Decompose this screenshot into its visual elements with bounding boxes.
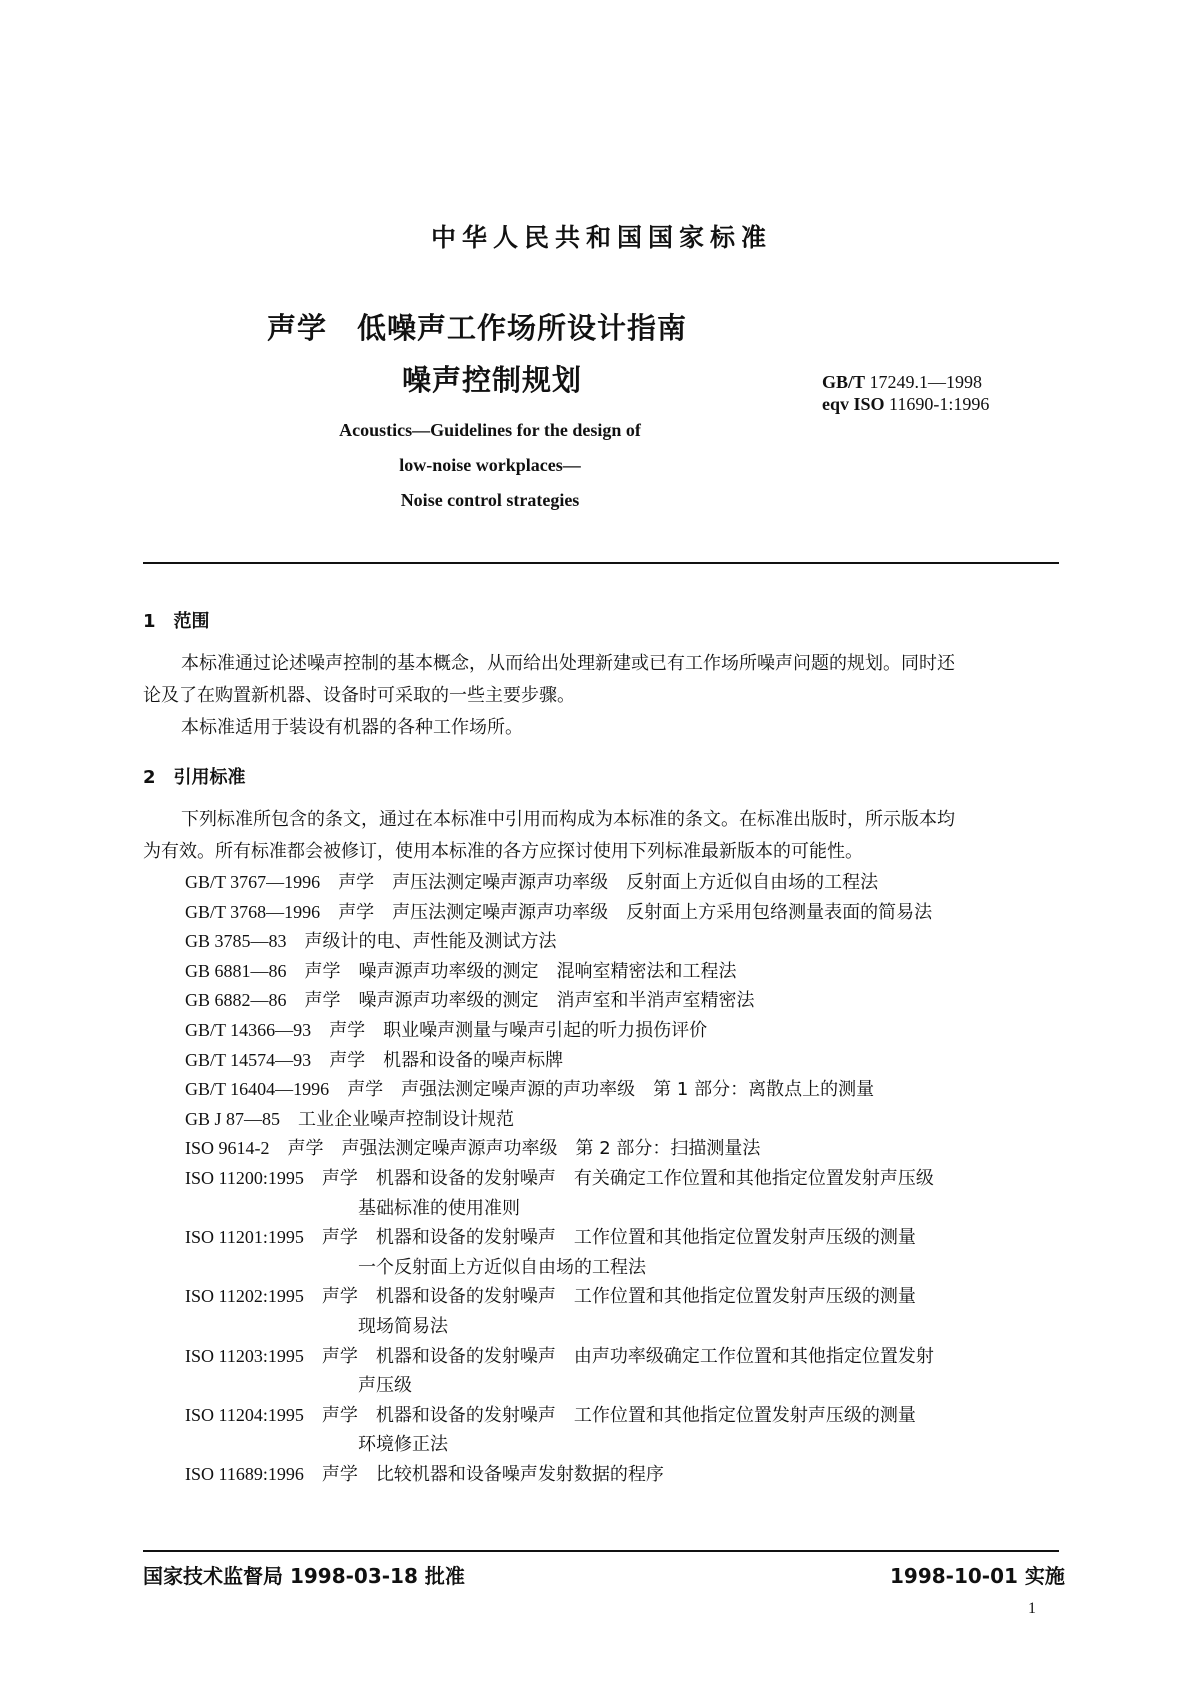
reference-title: 声学 声强法测定噪声源的声功率级 第 1 部分：离散点上的测量 bbox=[347, 1079, 875, 1101]
reference-code: GB/T 14574—93 bbox=[185, 1049, 312, 1070]
page-number: 1 bbox=[1028, 1600, 1036, 1617]
reference-gap bbox=[304, 1168, 322, 1189]
reference-code: GB/T 16404—1996 bbox=[185, 1079, 330, 1100]
standard-number-prefix: GB/T bbox=[822, 372, 866, 392]
reference-title: 声学 声压法测定噪声源声功率级 反射面上方采用包络测量表面的简易法 bbox=[338, 901, 933, 923]
reference-title-continuation: 一个反射面上方近似自由场的工程法 bbox=[358, 1256, 646, 1278]
english-title-line-1: Acoustics—Guidelines for the design of bbox=[339, 420, 641, 440]
reference-title-continuation: 基础标准的使用准则 bbox=[358, 1197, 520, 1219]
reference-item bbox=[185, 1046, 563, 1072]
scope-paragraph-line: 本标准通过论述噪声控制的基本概念，从而给出处理新建或已有工作场所噪声问题的规划。同时还 bbox=[181, 653, 955, 674]
reference-title: 声学 声强法测定噪声源声功率级 第 2 部分：扫描测量法 bbox=[287, 1138, 761, 1160]
equivalent-standard-value: 11690-1:1996 bbox=[889, 394, 990, 414]
reference-gap bbox=[304, 1464, 322, 1485]
reference-item bbox=[185, 1282, 916, 1308]
reference-title: 声级计的电、声性能及测试方法 bbox=[304, 931, 557, 953]
reference-code: GB 6882—86 bbox=[185, 990, 287, 1011]
reference-item bbox=[185, 1075, 874, 1101]
reference-item bbox=[185, 1016, 707, 1042]
reference-title-continuation: 环境修正法 bbox=[358, 1434, 448, 1456]
reference-code: GB/T 3768—1996 bbox=[185, 901, 321, 922]
reference-title: 声学 机器和设备的发射噪声 工作位置和其他指定位置发射声压级的测量 bbox=[321, 1227, 916, 1249]
normative-paragraph-line: 为有效。所有标准都会被修订，使用本标准的各方应探讨使用下列标准最新版本的可能性。 bbox=[143, 841, 863, 862]
reference-gap bbox=[287, 961, 305, 982]
reference-title: 声学 比较机器和设备噪声发射数据的程序 bbox=[321, 1464, 664, 1485]
reference-gap bbox=[311, 1020, 329, 1041]
reference-code: GB/T 3767—1996 bbox=[185, 872, 321, 892]
reference-title: 声学 机器和设备的噪声标牌 bbox=[329, 1049, 564, 1071]
reference-gap bbox=[287, 990, 305, 1011]
reference-title: 声学 机器和设备的发射噪声 由声功率级确定工作位置和其他指定位置发射 bbox=[321, 1345, 934, 1367]
section-heading-normative-references: 2 引用标准 bbox=[143, 767, 246, 788]
reference-gap bbox=[304, 1286, 322, 1307]
reference-title-continuation: 现场简易法 bbox=[358, 1316, 448, 1337]
reference-item bbox=[185, 868, 878, 894]
reference-title: 工业企业噪声控制设计规范 bbox=[298, 1108, 515, 1130]
reference-title: 声学 机器和设备的发射噪声 有关确定工作位置和其他指定位置发射声压级 bbox=[321, 1168, 934, 1189]
reference-code: ISO 11689:1996 bbox=[185, 1464, 304, 1484]
chinese-title-line-1: 声学 低噪声工作场所设计指南 bbox=[267, 311, 688, 345]
english-title-line-3: Noise control strategies bbox=[400, 490, 580, 510]
reference-code: GB/T 14366—93 bbox=[185, 1020, 312, 1040]
reference-item bbox=[185, 898, 932, 924]
equivalent-standard bbox=[822, 394, 989, 415]
reference-item bbox=[185, 1164, 934, 1190]
reference-title: 声学 机器和设备的发射噪声 工作位置和其他指定位置发射声压级的测量 bbox=[321, 1404, 916, 1426]
reference-item bbox=[185, 1460, 664, 1486]
reference-gap bbox=[270, 1138, 288, 1159]
implementation-line: 1998-10-01 实施 bbox=[890, 1564, 1065, 1588]
reference-title: 声学 职业噪声测量与噪声引起的听力损伤评价 bbox=[329, 1020, 708, 1041]
reference-title: 声学 噪声源声功率级的测定 消声室和半消声室精密法 bbox=[304, 990, 755, 1012]
standard-number-value: 17249.1—1998 bbox=[869, 372, 983, 392]
reference-item bbox=[185, 957, 737, 983]
reference-item bbox=[185, 986, 755, 1012]
scope-paragraph-line: 论及了在购置新机器、设备时可采取的一些主要步骤。 bbox=[143, 685, 575, 706]
reference-gap bbox=[304, 1227, 322, 1248]
reference-code: ISO 11204:1995 bbox=[185, 1404, 304, 1425]
reference-gap bbox=[311, 1050, 329, 1071]
reference-code: ISO 11202:1995 bbox=[185, 1286, 304, 1307]
reference-gap bbox=[287, 931, 305, 952]
reference-item bbox=[185, 1223, 916, 1249]
reference-gap bbox=[329, 1079, 347, 1100]
reference-code: GB 3785—83 bbox=[185, 931, 287, 952]
reference-code: GB J 87—85 bbox=[185, 1108, 281, 1129]
reference-code: ISO 9614-2 bbox=[185, 1138, 270, 1159]
standard-number bbox=[822, 372, 982, 393]
reference-item bbox=[185, 1105, 514, 1131]
reference-code: ISO 11200:1995 bbox=[185, 1168, 304, 1188]
national-standard-heading: 中华人民共和国国家标准 bbox=[430, 223, 772, 252]
reference-code: ISO 11201:1995 bbox=[185, 1227, 304, 1248]
normative-paragraph-line: 下列标准所包含的条文，通过在本标准中引用而构成为本标准的条文。在标准出版时，所示版本均 bbox=[181, 809, 955, 830]
reference-title: 声学 噪声源声功率级的测定 混响室精密法和工程法 bbox=[304, 960, 737, 982]
reference-code: ISO 11203:1995 bbox=[185, 1345, 304, 1366]
reference-item bbox=[185, 1342, 934, 1368]
equivalent-standard-prefix: eqv ISO bbox=[822, 394, 885, 414]
chinese-title-line-2: 噪声控制规划 bbox=[402, 363, 583, 397]
footer-divider bbox=[143, 1550, 1059, 1552]
reference-gap bbox=[304, 1346, 322, 1367]
section-heading-scope: 1 范围 bbox=[143, 611, 210, 632]
reference-item bbox=[185, 927, 557, 953]
header-divider bbox=[143, 562, 1059, 564]
reference-gap bbox=[304, 1405, 322, 1426]
reference-gap bbox=[280, 1109, 298, 1130]
reference-item bbox=[185, 1401, 916, 1427]
reference-gap bbox=[320, 872, 338, 893]
reference-title: 声学 机器和设备的发射噪声 工作位置和其他指定位置发射声压级的测量 bbox=[321, 1286, 916, 1308]
approval-line: 国家技术监督局 1998-03-18 批准 bbox=[143, 1564, 465, 1588]
reference-title-continuation: 声压级 bbox=[358, 1375, 412, 1397]
scope-paragraph-line: 本标准适用于装设有机器的各种工作场所。 bbox=[181, 717, 523, 738]
reference-title: 声学 声压法测定噪声源声功率级 反射面上方近似自由场的工程法 bbox=[338, 872, 879, 893]
reference-gap bbox=[320, 902, 338, 923]
english-title-line-2: low-noise workplaces— bbox=[399, 455, 581, 475]
reference-item bbox=[185, 1134, 760, 1160]
reference-code: GB 6881—86 bbox=[185, 960, 287, 981]
